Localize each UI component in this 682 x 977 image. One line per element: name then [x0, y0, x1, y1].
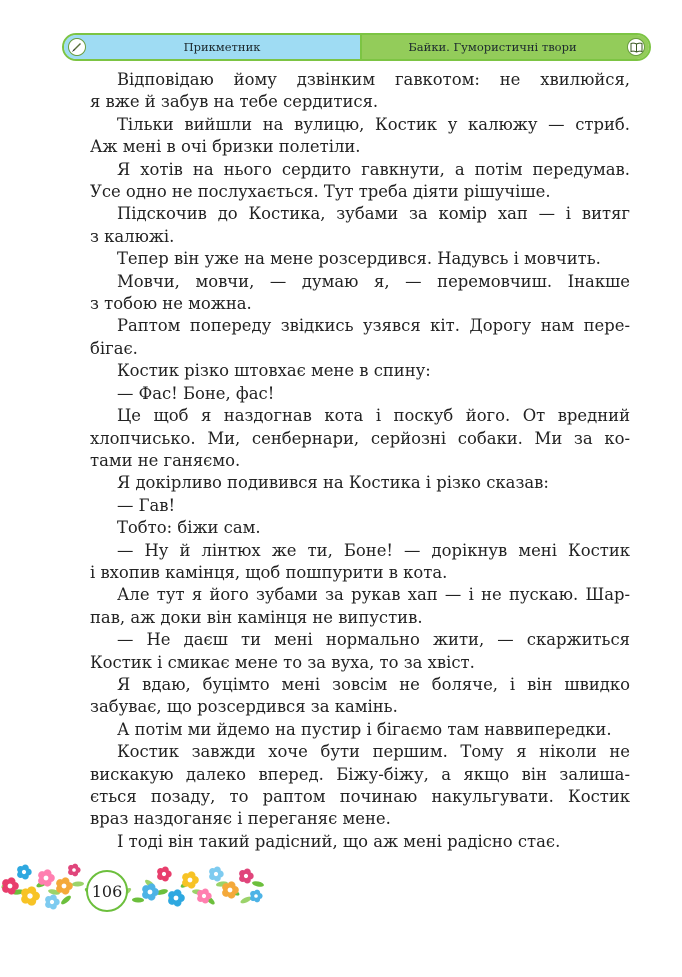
text-line: забуває, що розсердився за камінь.	[90, 697, 398, 717]
text-line: Костик завжди хоче бути першим. Тому я ніколи не	[117, 742, 630, 762]
paragraph	[90, 584, 630, 629]
paragraph	[90, 472, 630, 494]
paragraph	[90, 159, 630, 204]
text-line: — Ну й лінтюх же ти, Боне! — дорікнув мені Костик	[117, 540, 630, 560]
paragraph	[90, 629, 630, 674]
paragraph	[90, 69, 630, 114]
text-line: Тобто: біжи сам.	[117, 518, 261, 538]
paragraph	[90, 360, 630, 382]
paragraph	[90, 719, 630, 741]
text-line: Відповідаю йому дзвінким гавкотом: не хвилюйся,	[117, 70, 630, 89]
text-line: вискакую далеко вперед. Біжу-біжу, а якщо він залиша-	[90, 764, 630, 784]
paragraph	[90, 517, 630, 539]
text-line: — Гав!	[117, 495, 176, 515]
paragraph	[90, 271, 630, 316]
text-line: Мовчи, мовчи, — думаю я, — перемовчиш. Інакше	[117, 271, 630, 291]
text-line: Я докірливо подивився на Костика і різко сказав:	[117, 473, 549, 493]
text-line: пав, аж доки він камінця не випустив.	[90, 607, 423, 627]
header-section-left	[64, 35, 362, 59]
page-header	[62, 33, 651, 61]
header-left-title: Прикметник	[183, 40, 261, 54]
book-icon	[627, 38, 645, 56]
header-right-title: Байки. Гумористичні твори	[408, 40, 577, 54]
text-line: я вже й забув на тебе сердитися.	[90, 92, 379, 112]
paragraph	[90, 540, 630, 585]
text-line: ється позаду, то раптом починаю накульгувати. Костик	[90, 787, 630, 806]
text-line: Костик і смикає мене то за вуха, то за хвіст.	[90, 652, 475, 672]
paragraph	[90, 674, 630, 719]
text-line: Аж мені в очі бризки полетіли.	[90, 137, 361, 157]
text-line: бігає.	[90, 338, 138, 358]
text-line: Костик різко штовхає мене в спину:	[117, 361, 431, 381]
paragraph	[90, 383, 630, 405]
paragraph	[90, 203, 630, 248]
text-line: Раптом попереду звідкись узявся кіт. Дорогу нам пере-	[117, 316, 630, 336]
text-line: А потім ми йдемо на пустир і бігаємо там наввипередки.	[117, 719, 612, 739]
text-line: І тоді він такий радісний, що аж мені радісно стає.	[117, 831, 561, 851]
text-line: Я вдаю, буцімто мені зовсім не боляче, і він швидко	[117, 674, 630, 694]
text-line: Підскочив до Костика, зубами за комір хап — і витяг	[117, 204, 630, 224]
text-line: Це щоб я наздогнав кота і поскуб його. От вредний	[117, 406, 630, 426]
paragraph	[90, 248, 630, 270]
text-line: з тобою не можна.	[90, 294, 252, 314]
text-line: Я хотів на нього сердито гавкнути, а потім передумав.	[117, 159, 630, 179]
story-text	[90, 69, 630, 853]
page-number: 106	[86, 870, 128, 912]
text-line: — Не даєш ти мені нормально жити, — скаржиться	[117, 630, 630, 650]
text-line: хлопчисько. Ми, сенбернари, серйозні собаки. Ми за ко-	[90, 428, 630, 448]
text-line: Тільки вийшли на вулицю, Костик у калюжу — стриб.	[117, 114, 630, 134]
text-line: Але тут я його зубами за рукав хап — і не пускаю. Шар-	[117, 585, 630, 605]
text-line: — Фас! Боне, фас!	[117, 383, 275, 403]
header-section-right	[362, 35, 649, 59]
paragraph	[90, 114, 630, 159]
text-line: і вхопив камінця, щоб пошпурити в кота.	[90, 562, 448, 582]
paragraph	[90, 831, 630, 853]
paragraph	[90, 741, 630, 831]
text-line: Тепер він уже на мене розсердився. Надувсь і мовчить.	[117, 249, 601, 269]
paragraph	[90, 405, 630, 472]
flower-border-icon	[0, 856, 270, 916]
text-line: тами не ганяємо.	[90, 450, 241, 470]
text-line: враз наздоганяє і переганяє мене.	[90, 809, 391, 829]
paragraph	[90, 315, 630, 360]
text-line: Усе одно не послухається. Тут треба діяти рішучіше.	[90, 182, 551, 202]
paragraph	[90, 495, 630, 517]
text-line: з калюжі.	[90, 226, 175, 246]
pen-icon	[68, 38, 86, 56]
